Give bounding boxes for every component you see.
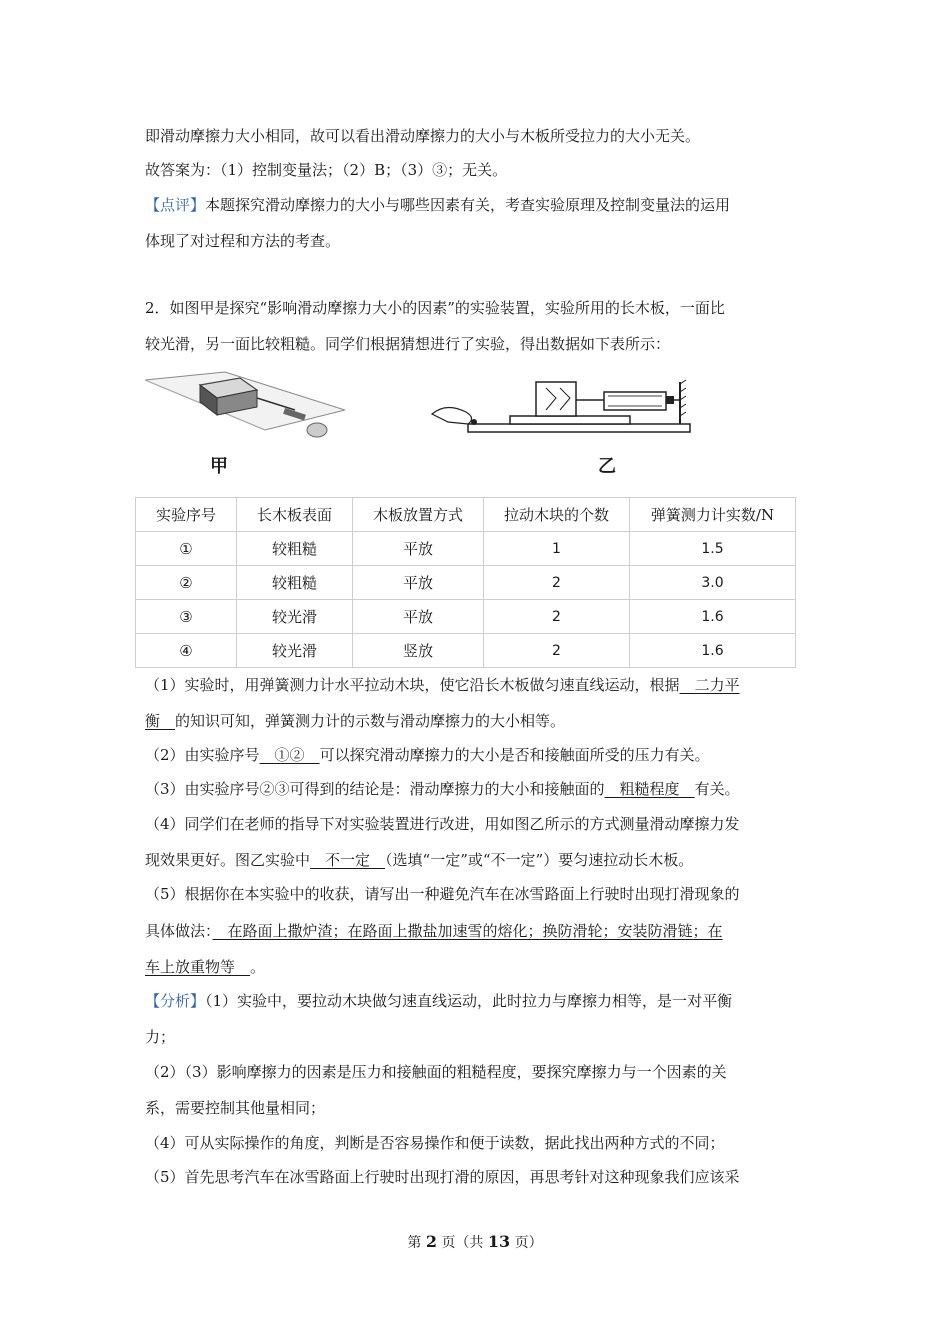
- answer-blank: ①②: [259, 746, 320, 764]
- answer-5-end: [145, 957, 265, 977]
- table-cell: 竖放: [353, 634, 484, 668]
- analysis-tag: 【分析】: [145, 992, 206, 1010]
- answer-text: （2）由实验序号: [145, 746, 260, 764]
- answer-text: （3）由实验序号②③可得到的结论是：滑动摩擦力的大小和接触面的: [145, 780, 605, 798]
- answer-text: 现效果更好。图乙实验中: [145, 851, 311, 869]
- table-cell: ③: [136, 600, 237, 634]
- comment-text: 本题探究滑动摩擦力的大小与哪些因素有关，考查实验原理及控制变量法的运用: [205, 196, 731, 214]
- analysis-text: （2）（3）影响摩擦力的因素是压力和接触面的粗糙程度，要探究摩擦力与一个因素的关: [145, 1063, 727, 1081]
- figure-apparatus-yi: [428, 378, 700, 440]
- answer-blank: 二力平: [679, 676, 740, 694]
- table-cell: 平放: [353, 600, 484, 634]
- comment-tag: 【点评】: [145, 196, 206, 214]
- answer-5: （5）根据你在本实验中的收获，请写出一种避免汽车在冰雪路面上行驶时出现打滑现象的: [145, 885, 740, 903]
- figure-apparatus-jia: [145, 370, 345, 450]
- answer-text: 的知识可知，弹簧测力计的示数与滑动摩擦力的大小相等。: [175, 712, 566, 730]
- table-cell: 1.6: [630, 634, 796, 668]
- table-cell: 2: [484, 566, 630, 600]
- table-cell: 平放: [353, 566, 484, 600]
- table-row: [136, 634, 796, 668]
- table-header: 木板放置方式: [353, 498, 484, 532]
- answer-4-continued: [145, 850, 693, 870]
- answer-text: 可以探究滑动摩擦力的大小是否和接触面所受的压力有关。: [319, 746, 710, 764]
- table-cell: 3.0: [630, 566, 796, 600]
- figure-label-jia: 甲: [210, 456, 228, 477]
- table-cell: 平放: [353, 532, 484, 566]
- page-footer: [0, 1232, 950, 1252]
- total-pages: 13: [487, 1232, 511, 1251]
- footer-text: 第: [407, 1235, 422, 1251]
- table-cell: 2: [484, 634, 630, 668]
- table-cell: 1.5: [630, 532, 796, 566]
- answer-text: （1）实验时，用弹簧测力计水平拉动木块，使它沿长木板做匀速直线运动，根据: [145, 676, 680, 694]
- table-row: [136, 532, 796, 566]
- table-cell: 较粗糙: [237, 532, 353, 566]
- table-cell: 1.6: [630, 600, 796, 634]
- page-number: 2: [425, 1232, 437, 1251]
- table-cell: ①: [136, 532, 237, 566]
- table-cell: ②: [136, 566, 237, 600]
- table-cell: 2: [484, 600, 630, 634]
- answer-1-continued: [145, 711, 565, 731]
- answer-blank: 衡: [145, 712, 176, 730]
- answer-text: （选填“一定”或“不一定”）要匀速拉动长木板。: [385, 851, 694, 869]
- analysis-text: 力；: [145, 1028, 176, 1046]
- answer-text: 具体做法：: [145, 922, 213, 940]
- table-cell: 较粗糙: [237, 566, 353, 600]
- answer-4: （4）同学们在老师的指导下对实验装置进行改进，用如图乙所示的方式测量滑动摩擦力发: [145, 815, 740, 833]
- table-cell: 1: [484, 532, 630, 566]
- comment-paragraph: [145, 195, 730, 215]
- answer-3: [145, 779, 740, 799]
- experiment-data-table: [135, 497, 796, 668]
- answer-blank: 在路面上撒炉渣；在路面上撒盐加速雪的熔化；换防滑轮；安装防滑链；在: [212, 922, 723, 940]
- answer-line: 故答案为：（1）控制变量法；（2）B；（3）③；无关。: [145, 161, 508, 179]
- footer-text: 页）: [514, 1235, 543, 1251]
- table-header: 实验序号: [136, 498, 237, 532]
- answer-1: [145, 675, 740, 695]
- answer-blank: 车上放重物等: [145, 958, 251, 976]
- table-header: 长木板表面: [237, 498, 353, 532]
- comment-text-continued: 体现了对过程和方法的考查。: [145, 232, 341, 250]
- answer-text: 有关。: [694, 780, 740, 798]
- answer-5-continued: [145, 921, 723, 941]
- table-row: [136, 566, 796, 600]
- analysis-paragraph: [145, 991, 732, 1011]
- answer-text: 。: [250, 958, 266, 976]
- table-header: 弹簧测力计实数/N: [630, 498, 796, 532]
- table-cell: 较光滑: [237, 634, 353, 668]
- question-intro-continued: 较光滑，另一面比较粗糙。同学们根据猜想进行了实验，得出数据如下表所示：: [145, 335, 671, 353]
- table-header-row: [136, 498, 796, 532]
- footer-text: 页（共: [441, 1235, 484, 1251]
- table-header: 拉动木块的个数: [484, 498, 630, 532]
- answer-blank: 不一定: [310, 851, 386, 869]
- question-intro: 2．如图甲是探究“影响滑动摩擦力大小的因素”的实验装置，实验所用的长木板，一面比: [145, 299, 725, 317]
- table-row: [136, 600, 796, 634]
- analysis-text: （4）可从实际操作的角度，判断是否容易操作和便于读数，据此找出两种方式的不同；: [145, 1134, 725, 1152]
- analysis-text: 系，需要控制其他量相同；: [145, 1099, 326, 1117]
- analysis-text: （1）实验中，要拉动木块做匀速直线运动，此时拉力与摩擦力相等，是一对平衡: [205, 992, 733, 1010]
- table-cell: ④: [136, 634, 237, 668]
- answer-2: [145, 745, 710, 765]
- figure-label-yi: 乙: [598, 456, 616, 477]
- answer-blank: 粗糙程度: [604, 780, 695, 798]
- text-line: 即滑动摩擦力大小相同，故可以看出滑动摩擦力的大小与木板所受拉力的大小无关。: [145, 127, 701, 145]
- table-cell: 较光滑: [237, 600, 353, 634]
- analysis-text: （5）首先思考汽车在冰雪路面上行驶时出现打滑的原因，再思考针对这种现象我们应该采: [145, 1168, 740, 1186]
